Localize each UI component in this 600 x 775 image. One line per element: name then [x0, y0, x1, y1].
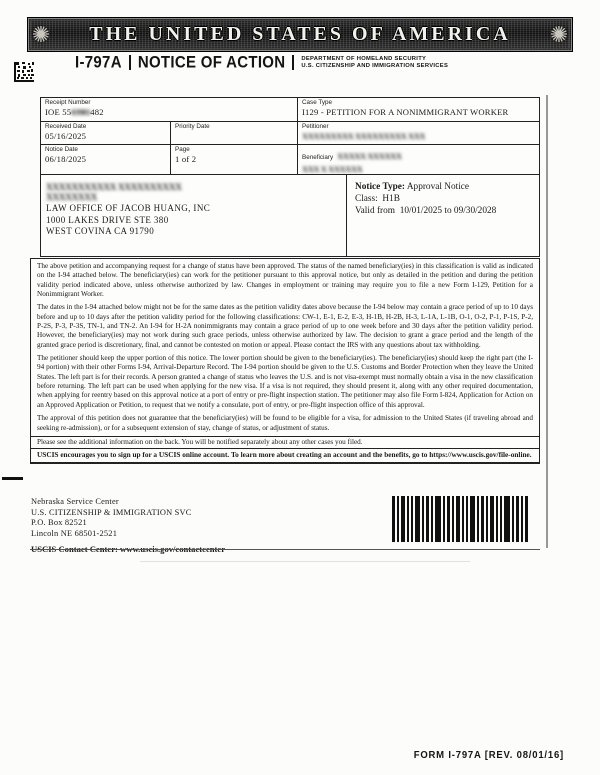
header-divider-icon	[292, 55, 294, 70]
page-label: Page	[175, 146, 190, 153]
body-paragraph-2: The dates in the I-94 attached below might not be for the same dates as the petition validity dates above because the I-94 below may contain a grace period of up to 10 days before and up to 10 days after the petition validity period for the following classifications: CW-1, E-1, E-2, E-3, H-1B, H-2B, H-3, L-1A, L-1B, O-1, O-2, P-1, P-1S, P-2, P-2S, P-3, P-3S, TN-1, and TN-2. An I-94 for H-2A nonimmigrants may contain a grace period of up to one week before and 30 days after the petition validity period. However, the beneficiary(ies) may not work during such grace periods, unless otherwise authorized by law. The decision to grant a grace period and the length of the granted grace period is discretionary, final, and cannot be contested on motion or appeal. Please contact the IRS with any questions about tax withholding.	[37, 303, 533, 349]
horizontal-rule	[30, 549, 540, 550]
received-date-label: Received Date	[45, 123, 87, 130]
receipt-number-value	[45, 107, 293, 117]
header-divider-icon	[129, 55, 131, 70]
address-line: WEST COVINA CA 91790	[46, 226, 155, 236]
case-type-cell	[298, 98, 539, 121]
received-date-value: 05/16/2025	[45, 130, 87, 141]
class-value: H1B	[382, 194, 400, 204]
case-info-table	[40, 97, 540, 257]
body-paragraph-3: The petitioner should keep the upper portion of this notice. The lower portion should be given to the beneficiary(ies). The beneficiary(ies) should keep the right part (the I-94 portion) with their other Forms I-94, Arrival-Departure Record. The I-94 portion should be given to the U.S. Customs and Border Protection when they leave the United States. The left part is for their records. A person granted a change of status who leaves the U.S. and is not visa-exempt must normally obtain a visa in the new classification before returning. The left part can be used when applying for the new visa. If a visa is not required, they should present it, along with any other required documentation, when applying for reentry based on this approval notice at a port of entry or pre-flight inspection station. The petitioner may also file Form I-824, Application for Action on an Approved Application or Petition, to request that we notify a consulate, port of entry, or pre-flight inspection office of this approval.	[37, 354, 533, 409]
beneficiary-redacted-1: XXXXX XXXXXX	[337, 151, 402, 161]
case-type-value: I129 - PETITION FOR A NONIMMIGRANT WORKER	[302, 106, 509, 117]
service-center-block	[31, 497, 361, 554]
rosette-right-icon: ✺	[549, 21, 569, 47]
barcode-icon	[392, 496, 528, 542]
mailing-address-block	[41, 175, 346, 256]
receipt-prefix: IOE 55	[45, 106, 72, 117]
service-center-line: U.S. CITIZENSHIP & IMMIGRATION SVC	[31, 507, 192, 517]
service-center-line: Lincoln NE 68501-2521	[31, 528, 118, 538]
form-header	[75, 54, 448, 74]
notice-date-cell	[41, 145, 171, 174]
receipt-number-cell	[41, 98, 298, 121]
notice-date-value: 06/18/2025	[45, 153, 87, 164]
beneficiary-redacted-2: XXX X XXXXXX	[302, 164, 363, 174]
agency-name	[301, 56, 448, 69]
addressee-redacted-2: XXXXXXXX	[46, 193, 97, 203]
additional-info-note: Please see the additional information on the back. You will be notified separately about any other cases you filed.	[31, 436, 539, 449]
receipt-redacted: 03981	[71, 106, 91, 117]
notice-type-label: Notice Type:	[355, 182, 406, 192]
service-center-line: Nebraska Service Center	[31, 497, 119, 506]
petitioner-cell	[298, 122, 539, 144]
rosette-left-icon: ✺	[31, 21, 51, 47]
case-type-label: Case Type	[302, 99, 332, 106]
notice-date-label: Notice Date	[45, 146, 78, 153]
petitioner-redacted: XXXXXXXXX XXXXXXXXX XXX	[302, 130, 426, 141]
notice-type-box	[346, 175, 539, 256]
agency-line1: DEPARTMENT OF HOMELAND SECURITY	[301, 56, 427, 62]
data-matrix-icon	[14, 62, 34, 82]
registration-mark	[2, 477, 23, 480]
us-banner	[27, 17, 573, 52]
addressee-redacted-1: XXXXXXXXXXX XXXXXXXXXX	[46, 183, 182, 193]
banner-title: THE UNITED STATES OF AMERICA	[89, 23, 511, 45]
class-label: Class:	[355, 194, 378, 204]
address-line: LAW OFFICE OF JACOB HUANG, INC	[46, 203, 211, 213]
body-paragraph-1: The above petition and accompanying request for a change of status have been approved. The status of the named beneficiary(ies) in this classification is valid as indicated on the I-94 attached below. The beneficiary(ies) can work for the petitioner pursuant to this approval notice, but only as detailed in the petition and during the petition validity period indicated above, unless otherwise authorized by law. Changes in employment or training may require you to file a new Form I-129, Petition for a Nonimmigrant Worker.	[37, 262, 533, 299]
beneficiary-label: Beneficiary	[302, 154, 334, 161]
priority-date-cell	[171, 122, 298, 144]
notice-type-value: Approval Notice	[406, 182, 470, 192]
scan-smudge	[140, 561, 470, 562]
page-value: 1 of 2	[175, 153, 197, 164]
valid-value: 10/01/2025 to 09/30/2028	[399, 206, 497, 216]
receipt-number-label: Receipt Number	[45, 99, 91, 106]
notice-body-box	[30, 258, 540, 464]
petitioner-label: Petitioner	[302, 123, 329, 130]
priority-date-label: Priority Date	[175, 123, 210, 130]
page-cell	[171, 145, 298, 174]
scan-fold-line	[546, 95, 548, 548]
form-revision-ref: FORM I-797A [REV. 08/01/16]	[413, 749, 564, 762]
receipt-suffix: 482	[90, 106, 104, 117]
beneficiary-cell	[298, 145, 539, 174]
received-date-cell	[41, 122, 171, 144]
agency-line2: U.S. CITIZENSHIP AND IMMIGRATION SERVICES	[301, 62, 449, 69]
body-paragraph-4: The approval of this petition does not guarantee that the beneficiary(ies) will be found to be eligible for a visa, for admission to the United States (if traveling abroad and seeking re-admission), or for a subsequent extension of stay, change of status, or adjustment of status.	[37, 414, 533, 432]
online-account-notice: USCIS encourages you to sign up for a USCIS online account. To learn more about creating an account and the benefits, go to https://www.uscis.gov/file-online.	[31, 448, 539, 462]
form-code: I-797A	[75, 53, 122, 72]
valid-label: Valid from	[355, 206, 396, 216]
form-title: NOTICE OF ACTION	[137, 53, 286, 72]
address-line: 1000 LAKES DRIVE STE 380	[46, 214, 169, 225]
service-center-line: P.O. Box 82521	[31, 518, 87, 528]
